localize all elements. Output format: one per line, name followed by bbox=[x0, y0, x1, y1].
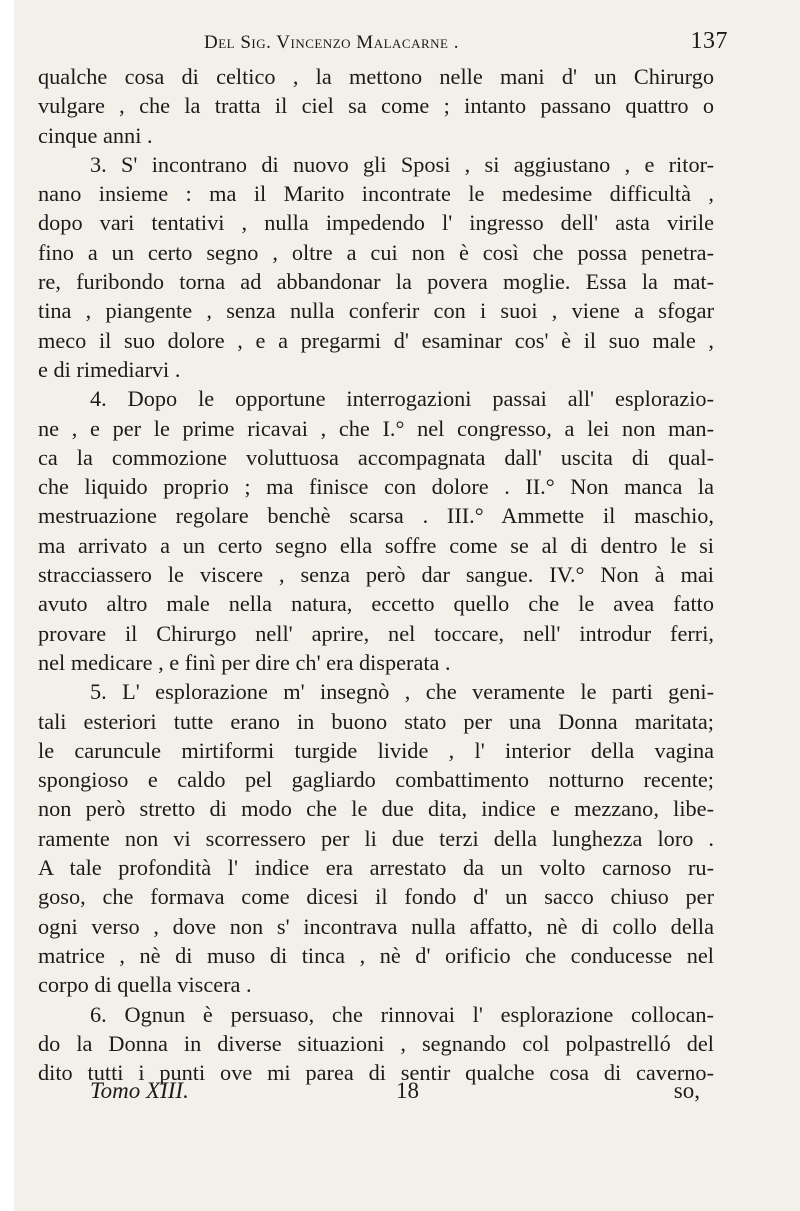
running-head bbox=[44, 28, 728, 58]
text-line: provare il Chirurgo nell' aprire, nel toccare, nell' introdur ferri, bbox=[38, 620, 714, 646]
text-line: ogni verso , dove non s' incontrava nulla affatto, nè di collo della bbox=[38, 913, 714, 939]
signature-mark: 18 bbox=[396, 1078, 419, 1103]
text-line: le caruncule mirtiformi turgide livide , l' interior della vagina bbox=[38, 737, 714, 763]
text-line: vulgare , che la tratta il ciel sa come ; intanto passano quattro o bbox=[38, 93, 714, 119]
text-line: stracciassero le viscere , senza però dar sangue. IV.° Non à mai bbox=[38, 562, 714, 588]
text-line: e di rimediarvi . bbox=[38, 356, 181, 382]
text-line: mestruazione regolare benchè scarsa . III.° Ammette il maschio, bbox=[38, 503, 714, 529]
text-line: dito tutti i punti ove mi parea di sentir qualche cosa di caverno- bbox=[38, 1060, 714, 1086]
text-line: ramente non vi scorressero per li due terzi della lunghezza loro . bbox=[38, 825, 714, 851]
text-line: corpo di quella viscera . bbox=[38, 972, 252, 998]
text-line: re, furibondo torna ad abbandonar la povera moglie. Essa la mat- bbox=[38, 269, 714, 295]
text-line: goso, che formava come dicesi il fondo d' un sacco chiuso per bbox=[38, 884, 714, 910]
text-line: ne , e per le prime ricavai , che I.° nel congresso, a lei non man- bbox=[38, 415, 714, 441]
paragraph-start-line: 4. Dopo le opportune interrogazioni passai all' esplorazio- bbox=[90, 386, 714, 412]
volume-label: Tomo XIII. bbox=[90, 1078, 189, 1103]
text-line: ca la commozione voluttuosa accompagnata dall' uscita di qual- bbox=[38, 444, 714, 470]
page-footer bbox=[90, 1078, 700, 1110]
text-line: qualche cosa di celtico , la mettono nelle mani d' un Chirurgo bbox=[38, 64, 714, 89]
text-line: A tale profondità l' indice era arrestato da un volto carnoso ru- bbox=[38, 855, 714, 881]
running-head-title: Del Sig. Vincenzo Malacarne . bbox=[204, 32, 459, 53]
text-line: dopo vari tentativi , nulla impedendo l' ingresso dell' asta virile bbox=[38, 210, 714, 236]
text-line: che liquido proprio ; ma finisce con dolore . II.° Non manca la bbox=[38, 474, 714, 500]
text-line: nano insieme : ma il Marito incontrate le medesime difficultà , bbox=[38, 181, 714, 207]
text-line: avuto altro male nella natura, eccetto quello che le avea fatto bbox=[38, 591, 714, 617]
page-number: 137 bbox=[690, 28, 728, 54]
paragraph-start-line: 3. S' incontrano di nuovo gli Sposi , si aggiustano , e ritor- bbox=[90, 151, 714, 177]
text-line: tali esteriori tutte erano in buono stato per una Donna maritata; bbox=[38, 708, 714, 734]
text-line: tina , piangente , senza nulla conferir con i suoi , viene a sfogar bbox=[38, 298, 714, 324]
text-line: nel medicare , e finì per dire ch' era disperata . bbox=[38, 649, 451, 675]
text-line: spongioso e caldo pel gagliardo combattimento notturno recente; bbox=[38, 767, 714, 793]
text-line: fino a un certo segno , oltre a cui non è così che possa penetra- bbox=[38, 239, 714, 265]
text-line: meco il suo dolore , e a pregarmi d' esaminar cos' è il suo male , bbox=[38, 327, 714, 353]
body-text bbox=[38, 62, 714, 1087]
text-line: cinque anni . bbox=[38, 122, 153, 148]
text-line: ma arrivato a un certo segno ella soffre come se al di dentro le si bbox=[38, 532, 714, 558]
paragraph-start-line: 6. Ognun è persuaso, che rinnovai l' esplorazione collocan- bbox=[90, 1001, 714, 1027]
text-line: non però stretto di modo che le due dita, indice e mezzano, libe- bbox=[38, 796, 714, 822]
catchword: so, bbox=[673, 1078, 700, 1103]
page-gutter bbox=[0, 0, 14, 1211]
text-line: matrice , nè di muso di tinca , nè d' orificio che conducesse nel bbox=[38, 942, 714, 968]
paragraph-start-line: 5. L' esplorazione m' insegnò , che veramente le parti geni- bbox=[90, 679, 714, 705]
text-line: do la Donna in diverse situazioni , segnando col polpastrelló del bbox=[38, 1030, 714, 1056]
